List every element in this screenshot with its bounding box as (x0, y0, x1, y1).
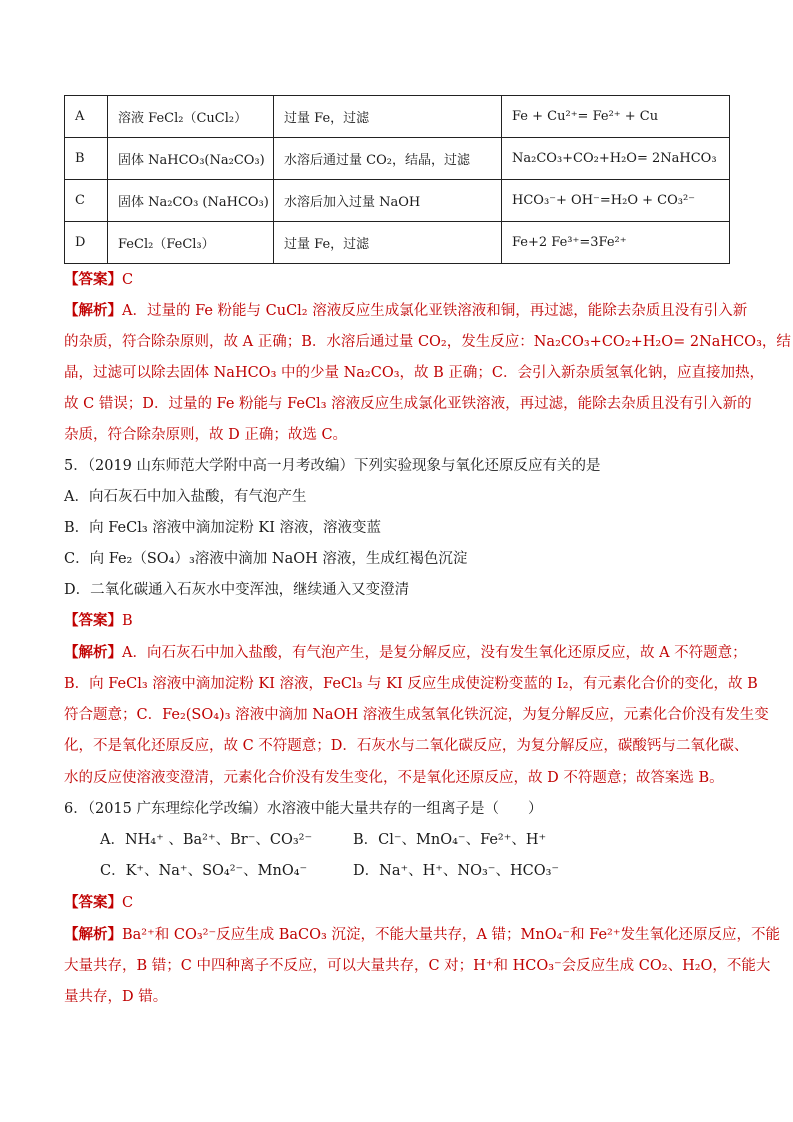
substance-cell: 溶液 FeCl₂（CuCl₂） (108, 96, 274, 138)
q5-analysis-line-3: 符合题意；C．Fe₂(SO₄)₃ 溶液中滴加 NaOH 溶液生成氢氧化铁沉淀，为复分解反应，元素化合价没有发生变 (64, 707, 769, 723)
answer-value: C (122, 272, 134, 288)
substance-cell: 固体 Na₂CO₃ (NaHCO₃) (108, 180, 274, 222)
q5-option-a: A．向石灰石中加入盐酸，有气泡产生 (64, 489, 307, 505)
q6-answer (64, 893, 734, 913)
answer-value: C (122, 895, 134, 911)
q5-option-b: B．向 FeCl₃ 溶液中滴加淀粉 KI 溶液，溶液变蓝 (64, 520, 382, 536)
analysis-tag: 【解析】 (64, 927, 122, 943)
analysis-tag: 【解析】 (64, 303, 122, 319)
q6-option-d: D．Na⁺、H⁺、NO₃⁻、HCO₃⁻ (353, 863, 560, 879)
q6-option-b: B．Cl⁻、MnO₄⁻、Fe²⁺、H⁺ (353, 832, 547, 848)
row-label: B (65, 138, 108, 180)
row-label: A (65, 96, 108, 138)
q5-analysis-line-2: B．向 FeCl₃ 溶液中滴加淀粉 KI 溶液，FeCl₃ 与 KI 反应生成使淀粉变蓝的 I₂，有元素化合价的变化，故 B (64, 676, 758, 692)
q5-analysis-line-4: 化，不是氧化还原反应，故 C 不符题意；D．石灰水与二氧化碳反应，为复分解反应，碳酸钙与二氧化碳、 (64, 738, 749, 754)
method-cell: 水溶后加入过量 NaOH (274, 180, 502, 222)
answer-tag: 【答案】 (64, 272, 122, 288)
method-cell: 过量 Fe，过滤 (274, 96, 502, 138)
analysis-text: A．向石灰石中加入盐酸，有气泡产生，是复分解反应，没有发生氧化还原反应，故 A 不符题意； (122, 645, 747, 661)
answer-tag: 【答案】 (64, 613, 122, 629)
row-label: C (65, 180, 108, 222)
analysis-text: Ba²⁺和 CO₃²⁻反应生成 BaCO₃ 沉淀，不能大量共存，A 错；MnO₄⁻和 Fe²⁺发生氧化还原反应，不能 (122, 927, 780, 943)
q6-analysis-line-3: 量共存，D 错。 (64, 989, 168, 1005)
answer-tag: 【答案】 (64, 895, 122, 911)
method-cell: 水溶后通过量 CO₂，结晶，过滤 (274, 138, 502, 180)
substance-cell: 固体 NaHCO₃(Na₂CO₃) (108, 138, 274, 180)
q5-answer (64, 611, 734, 631)
q4-analysis-line-1 (64, 301, 748, 321)
q6-analysis-line-1 (64, 925, 780, 945)
q5-stem: 5．（2019 山东师范大学附中高一月考改编）下列实验现象与氧化还原反应有关的是 (64, 458, 601, 474)
q4-analysis-line-2: 的杂质，符合除杂原则，故 A 正确；B．水溶后通过量 CO₂，发生反应：Na₂CO₃+CO₂+H₂O= 2NaHCO₃，结 (64, 334, 791, 350)
substance-cell: FeCl₂（FeCl₃） (108, 222, 274, 264)
table-row (65, 180, 730, 222)
q6-analysis-line-2: 大量共存，B 错；C 中四种离子不反应，可以大量共存，C 对；H⁺和 HCO₃⁻会反应生成 CO₂、H₂O，不能大 (64, 958, 771, 974)
q4-analysis-line-4: 故 C 错误；D．过量的 Fe 粉能与 FeCl₃ 溶液反应生成氯化亚铁溶液，再过滤，能除去杂质且没有引入新的 (64, 396, 752, 412)
q6-stem: 6．（2015 广东理综化学改编）水溶液中能大量共存的一组离子是（ ） (64, 801, 543, 817)
q6-option-c: C．K⁺、Na⁺、SO₄²⁻、MnO₄⁻ (100, 863, 308, 879)
equation-cell: HCO₃⁻+ OH⁻=H₂O + CO₃²⁻ (502, 180, 730, 222)
equation-cell: Fe + Cu²⁺= Fe²⁺ + Cu (502, 96, 730, 138)
table-row (65, 138, 730, 180)
q4-answer (64, 270, 734, 290)
q5-analysis-line-5: 水的反应使溶液变澄清，元素化合价没有发生变化，不是氧化还原反应，故 D 不符题意；故答案选 B。 (64, 770, 724, 786)
q4-analysis-line-3: 晶，过滤可以除去固体 NaHCO₃ 中的少量 Na₂CO₃，故 B 正确；C．会引入新杂质氢氧化钠，应直接加热， (64, 365, 765, 381)
equation-cell: Fe+2 Fe³⁺=3Fe²⁺ (502, 222, 730, 264)
analysis-tag: 【解析】 (64, 645, 122, 661)
q4-analysis-line-5: 杂质，符合除杂原则，故 D 正确；故选 C。 (64, 427, 348, 443)
row-label: D (65, 222, 108, 264)
table-row (65, 222, 730, 264)
equation-cell: Na₂CO₃+CO₂+H₂O= 2NaHCO₃ (502, 138, 730, 180)
q5-option-d: D．二氧化碳通入石灰水中变浑浊，继续通入又变澄清 (64, 582, 410, 598)
analysis-text: A．过量的 Fe 粉能与 CuCl₂ 溶液反应生成氯化亚铁溶液和铜，再过滤，能除去杂质且没有引入新 (122, 303, 748, 319)
answer-value: B (122, 613, 133, 629)
q5-option-c: C．向 Fe₂（SO₄）₃溶液中滴加 NaOH 溶液，生成红褐色沉淀 (64, 551, 468, 567)
q6-option-a: A．NH₄⁺ 、Ba²⁺、Br⁻、CO₃²⁻ (100, 832, 313, 848)
method-cell: 过量 Fe，过滤 (274, 222, 502, 264)
table-row (65, 96, 730, 138)
options-table (64, 95, 730, 264)
q5-analysis-line-1 (64, 643, 747, 663)
